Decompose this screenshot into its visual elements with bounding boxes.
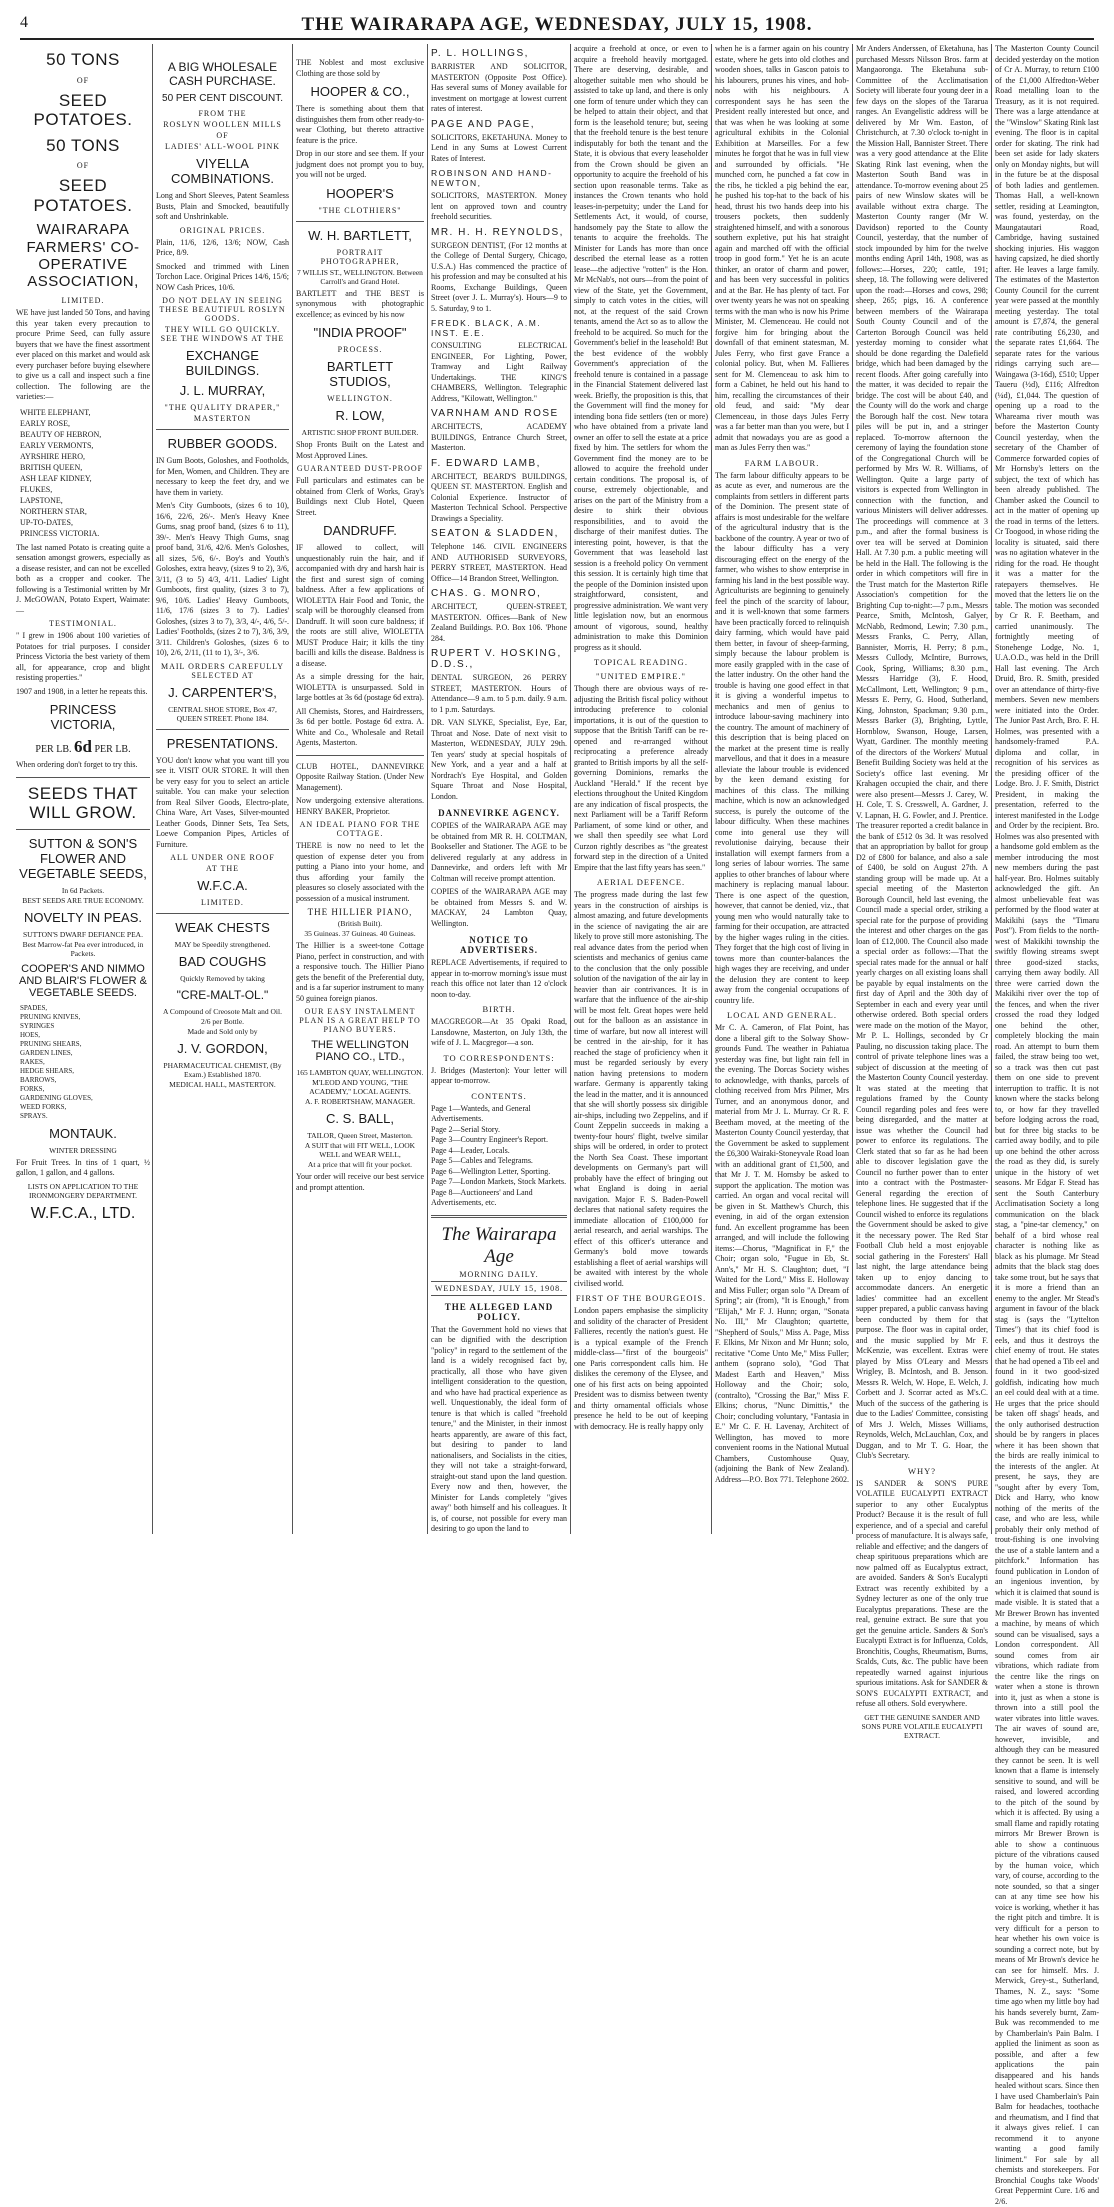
ad-paragraph: When ordering don't forget to try this. bbox=[16, 760, 138, 770]
ad-small: AT THE bbox=[205, 864, 240, 873]
ad-subline: SUTTON'S DWARF DEFIANCE PEA. bbox=[23, 929, 143, 939]
ad-small: LIMITED. bbox=[61, 296, 105, 306]
list-item: Page 3—Country Engineer's Report. bbox=[431, 1135, 548, 1144]
ad-paragraph: Drop in our store and see them. If your judgment does not prompt you to buy, you will not be urged. bbox=[296, 149, 424, 179]
divider bbox=[156, 913, 289, 914]
divider bbox=[296, 755, 424, 756]
divider bbox=[16, 777, 150, 778]
article-text: The Masterton County Council decided yesterday on the motion of Cr A. Murray, to return £100 of the £1,000 Alfredton-Weber Road metalling loan to the Treasury, as it is not required. There was a large attendance at the "Winslow" Skating Rink last evening. The floor is in capital order for skating. The rink had been set aside for lady skaters only on Monday nights, but will in the future be at the disposal of both ladies and gentlemen. Thomas Hall, a well-known settler, residing at Leamington, was found, yesterday, on the Maungatautari Road, Cambridge, having sustained shocking injuries. His waggon having capsized, he died shortly after. He leaves a large family. The estimates of the Masterton County Council for the current year were passed at the monthly meeting yesterday. The total amount is £7,874, the general rate contributing £6,230, and the separate rates £1,664. The separate rates for the various ridings carrying such are—Waingawa (3-16d), £510; Upper Taueru (½d), £116; Alfredton (¼d), £1,044. The question of opening up a road to the Whareama river mouth was before the Masterton County Council yesterday, when the secretary of the Chamber of Commerce forwarded copies of Mr Hornsby's letters on the subject, the text of which has been already published. The Chamber asked the Council to act in the matter of opening up the road in terms of the letters. Cr Toogood, in whose riding the locality is situated, said there was no agitation whatever in the riding for the road. He thought it was a matter for the ratepayers themselves. He moved that the letters lie on the table. The motion was seconded by Cr R. F. Beetham, and carried unanimously. The fortnightly meeting of Stonehenge Lodge, No. 1, U.A.O.D., was held in the Drill Hall last evening. The Arch Druid, Bro. R. Smith, presided over an attendance of thirty-five members. Seven new members were initiated into the Order. The Junior Past Arch, Bro. F. H. Holmes, was presented with a handsomely-framed P.A. diploma and collar, in recognition of his services as the presiding officer of the Lodge. Bro. J. F. Smith, District President, in making the presentation, referred to the interest manifested in the Lodge and Order by the recipient. Bro. Holmes was also presented with a handsome gold emblem as the member introducing the most new members during the past half-year. Bro. Holmes suitably acknowledged the gift. An almost unbelievable feat was performed by the flood water at Makikihi (says the "Timaru Post"). From fields to the north-west of Makikihi township the swiftly flowing streams swept three good-sized stacks, carrying them away bodily. All three were carried down the Makikihi river over the top of the fences, and when the river crossed the road they lodged one behind the other, completely blocking the main road. An attempt to burn them failed, the straw being too wet, so a track was then cut past them on one side to prevent interruption to traffic. It is not known where the stacks belong to, or how far they travelled before lodging across the road, but for three big stacks to be carried away bodily, and to pile up one behind the other across the road as they did, is surely unique in the history of wet seasons. Mr Edgar F. Stead has sent the South Canterbury Acclimatisation Society a long communication on the black stag, a "pine-tar clemency," on behalf of a bird whose real character is nothing like as black as his plumage. Mr Stead admits that the black stag does take some trout, but he says that it is more a friend than an enemy to the angler. Mr Stead's argument in favour of the black stag is (says the "Lyttelton Times") that its chief food is eels, and thus it destroys the chief enemy of trout. He states that he had opened a Tib eel and found in it two good-sized goldfish, indicating how much an eel could deal with at a time. He urges that the price should be taken off shags' heads, and the only authorised destruction should be by rangers in places where it has been shown that the birds are really inimical to the interests of the angler. At present, he says, they are "sought after by every Tom, Dick and Harry, who know nothing of the merits of the case, and who are less, while probably their only method of trout-fishing is one involving the use of a stable lantern and a pitchfork." Information has found publication in London of an ingenious invention, by which it is claimed that sound is made visible. It is stated that a Mr Brewer Brown has invented a machine, by means of which sound can be visualised, says a London correspondent. All sound comes from air vibrations, which radiate from the centre like the rings on water when a stone is thrown into it, just as when a stone is thrown into a still pool the water vibrates into little waves. The air waves of sound are, however, invisible, and although they can be measured they cannot be seen. It is well known that a flame is intensely sensitive to sound, and will be raised, and lowered according to the pitch of the sound by which it is affected. By using a small flame and rapidly rotating mirrors Mr Brewer Brown is able to show a continuous picture of the vibrations caused by the human voice, which vary, of course, according to the note sounded, so that a singer can at any time see how his voice is working, whether it has the right pitch and timbre. It is very difficult for a person to hear whether his own voice is sounding a correct note, but by means of Mr Brown's device he can see for himself. Mrs. J. Merwick, Grey-st., Sutherland, Thames, N. Z., says: "Some time ago when my little boy had his hands severely burnt, Zam-Buk was recommended to me by Chamberlain's Pain Balm. I applied the liniment as soon as possible, and after a few applications the pain disappeared and his hands healed without scars. Since then I have used Chamberlain's Pain Balm for headaches, toothache and rheumatism, and I find that it always gives relief. I can recommend it to anyone wanting a good family liniment." For sale by all chemists and storekeepers. For Bronchial Coughs take Woods' Great Peppermint Cure. 1/6 and 2/6. bbox=[995, 44, 1099, 2206]
ad-heading: SEED POTATOES. bbox=[33, 90, 133, 130]
wfca-signature: W.F.C.A., LTD. bbox=[30, 1204, 136, 1222]
ad-small: ORIGINAL PRICES. bbox=[179, 225, 266, 235]
column-rule bbox=[427, 44, 428, 1534]
divider bbox=[16, 829, 150, 830]
card-text: SOLICITORS, MASTERTON. Money lent on approved town and country freehold securities. bbox=[431, 191, 567, 221]
card-text: ARCHITECT, BEARD'S BUILDINGS, QUEEN ST. MASTERTON. English and Colonial Experience. Instructor of Masterton Technical School. Perspective Drawings a Speciality. bbox=[431, 471, 567, 523]
column-2-ads bbox=[156, 44, 289, 1534]
ad-subline: In 6d Packets. bbox=[61, 885, 105, 895]
testimonial-heading: TESTIMONIAL. bbox=[49, 619, 117, 629]
issue-date: WEDNESDAY, JULY 15, 1908. bbox=[431, 1281, 567, 1296]
ad-small: PORTRAIT PHOTOGRAPHER, bbox=[320, 247, 400, 266]
ad-heading: WHY? bbox=[907, 1465, 937, 1476]
ad-subline: 35 Guineas. 37 Guineas. 40 Guineas. bbox=[304, 929, 416, 938]
ad-subline: Quickly Removed by taking bbox=[180, 974, 265, 983]
card-text: Telephone 146. CIVIL ENGINEERS AND AUTHORISED SURVEYORS, PERRY STREET, MASTERTON. Head Office—14 Brandon Street, Wellington. bbox=[431, 542, 567, 583]
ad-heading: 50 TONS bbox=[46, 135, 120, 155]
newspaper-title: THE WAIRARAPA AGE, WEDNESDAY, JULY 15, 1908. bbox=[301, 14, 813, 35]
hooper-heading: HOOPER & CO., bbox=[310, 84, 410, 99]
ad-subline: Made and Sold only by bbox=[187, 1027, 258, 1036]
masthead bbox=[20, 12, 1094, 40]
ad-paragraph: Full particulars and estimates can be obtained from Clerk of Works, Gray's Buildings next Club Hotel, Queen Street. bbox=[296, 476, 424, 517]
newspaper-nameplate: The Wairarapa Age bbox=[441, 1223, 557, 1267]
viyella-heading: VIYELLA COMBINATIONS. bbox=[170, 156, 275, 186]
card-text: DENTAL SURGEON, 26 PERRY STREET, MASTERTON. Hours of Attendance—9 a.m. to 5 p.m. daily. 9 a.m. to 1 p.m. Saturdays. bbox=[431, 673, 567, 714]
list-item: Page 8—Auctioneers' and Land Advertisements, etc. bbox=[431, 1187, 533, 1207]
list-item: EARLY VERMONTS, bbox=[20, 440, 94, 450]
murray-heading: J. L. MURRAY, bbox=[179, 383, 266, 398]
ad-paragraph: Shop Fronts Built on the Latest and Most Approved Lines. bbox=[296, 440, 424, 460]
ad-subline: A Compound of Creosote Malt and Oil. bbox=[163, 1007, 282, 1016]
list-item: PRINCESS VICTORIA. bbox=[20, 528, 100, 538]
ad-subline: MAY be Speedily strengthened. bbox=[174, 940, 271, 949]
article-headline: "UNITED EMPIRE." bbox=[596, 671, 686, 681]
column-rule bbox=[152, 44, 153, 1534]
list-item: SPRAYS. bbox=[20, 1111, 48, 1120]
hoopers-heading: HOOPER'S bbox=[326, 185, 394, 201]
list-item: SYRINGES bbox=[20, 1021, 55, 1030]
article-headline: AERIAL DEFENCE. bbox=[596, 877, 686, 887]
column-4-professional-cards bbox=[431, 44, 567, 1534]
ad-paragraph: IF allowed to collect, will unquestionably ruin the hair, and if accompanied with dry and harsh hair is the first and surest sign of coming baldness. After a few applications of WIOLETTA Hair Food and Tonic, the scalp will be thoroughly cleansed from Dandruff. It will soon cure baldness; if the roots are still alive, WIOLETTA MUST Produce Hair; it kills the tiny bacilli and kills the disease. Baldness is a disease. bbox=[296, 543, 424, 668]
ad-small: OF bbox=[76, 161, 90, 171]
ad-subline: BEST SEEDS ARE TRUE ECONOMY. bbox=[22, 895, 144, 905]
carpenter-heading: J. CARPENTER'S, bbox=[168, 684, 277, 700]
column-rule bbox=[991, 44, 992, 1534]
montauk-heading: MONTAUK. bbox=[49, 1125, 117, 1141]
ad-paragraph: Smocked and trimmed with Linen Torchon Lace. Original Prices 14/6, 15/6; NOW Cash Prices, 10/6. bbox=[156, 261, 289, 292]
article-text: Mr C. A. Cameron, of Flat Point, has done a liberal gift to the Solway Show-grounds Fund. The weather in Pahiatua yesterday was fine, but light rain fell in the evening. The Dorcas Society wishes to acknowledge, with thanks, parcels of clothing received from Mrs Pilmer, Mrs Turner, and an anonymous donor, and material from Mr J. L. Murray. Cr R. F. Beetham moved, at the meeting of the Masterton County Council yesterday, that the Government be asked to supplement the £6,300 Wairaki-Stoneyvale Road loan with an additional grant of £1,500, and that Mr J. T. M. Hornsby be asked to support the application. The motion was carried. An organ and vocal recital will be given in St. Matthew's Church, this evening, in aid of the organ extension fund. An excellent programme has been arranged, and will include the following items:—Chorus, "Magnificat in F," the Choir; organ solo, "Fugue in Eb, St. Ann's," Mr H. S. Claughton; duet, "I Waited for the Lord," Miss E. Holloway and Miss Fuller; organ solo "A Dream of Spring"; air (from), "It is Enough," from "Elijah," Mr F. J. Hunn; organ, "Sonata No. III," Mr Claughton; quartette, "Shepherd of Souls," Miss A. Page, Miss F. Elkins, Mr Nixon and Mr Hunn; solo, recitative "Come Unto Me," Miss Fuller; anthem (soprano solo), "God That Madest Earth and Heaven," Miss Holloway and the Choir; solo, (contralto), "Crossing the Bar," Miss F. Elkins; chorus, "Nunc Dimittis," the Choir; concluding voluntary, "Fantasia in E." Mr C. F. H. Lavenay, Architect of Wellington, has moved to more convenient rooms in the National Mutual Chambers, Customhouse Quay, (adjoining the Bank of New Zealand). Address—P.O. Box 771. Telephone 2602. bbox=[715, 1023, 849, 1484]
seeds-heading: SEEDS THAT WILL GROW. bbox=[27, 783, 139, 823]
card-text: DR. VAN SLYKE, Specialist, Eye, Ear, Throat and Nose. Date of next visit to Masterton, WEDNESDAY, JULY 29th. Ten years' study at special hospitals of New York, and a year and a half at Nordrach's Eye Hospital, and Golden Square Throat and Nose Hospital, London. bbox=[431, 718, 567, 801]
list-item: Page 4—Leader, Locals. bbox=[431, 1145, 510, 1155]
card-text: SOLICITORS, EKETAHUNA. Money to Lend in any Sums at Lowest Current Rates of Interest. bbox=[431, 132, 567, 163]
list-item: Page 7—London Markets, Stock Markets. bbox=[431, 1177, 567, 1186]
column-rule bbox=[570, 44, 571, 1534]
notice-text: COPIES of the WAIRARAPA AGE may be obtained from Messrs S. and W. MACKAY, 24 Lambton Quay, Wellington. bbox=[431, 887, 567, 928]
card-name: P. L. HOLLINGS, bbox=[431, 48, 529, 59]
bartlett-heading: W. H. BARTLETT, bbox=[308, 227, 412, 243]
cooper-heading: COOPER'S AND NIMMO AND BLAIR'S FLOWER & VEGETABLE SEEDS. bbox=[18, 962, 147, 999]
list-item: PRUNING KNIVES, bbox=[20, 1012, 81, 1021]
article-headline: FARM LABOUR. bbox=[744, 457, 820, 468]
rubber-heading: RUBBER GOODS. bbox=[167, 436, 278, 451]
card-name: F. EDWARD LAMB, bbox=[431, 457, 541, 469]
price-line bbox=[16, 737, 150, 757]
ad-paragraph: Now undergoing extensive alterations. HENRY BAKER, Proprietor. bbox=[296, 796, 424, 816]
card-text: SURGEON DENTIST, (For 12 months at the College of Dental Surgery, Chicago, U.S.A.) Has commenced the practice of his profession and may be consulted at his Rooms, Exchange Buildings, Queen Street (over J. L. Murray's). Hours—9 to 5. Saturday, 9 to 1. bbox=[431, 240, 567, 313]
ad-small: "THE QUALITY DRAPER," bbox=[164, 403, 281, 412]
card-text: ARCHITECTS, ACADEMY BUILDINGS, Entrance Church Street, Masterton. bbox=[431, 422, 567, 452]
column-5-editorial bbox=[574, 44, 708, 1534]
column-rule bbox=[711, 44, 712, 1534]
section-heading: NOTICE TO ADVERTISERS. bbox=[460, 935, 538, 955]
ad-small: PROCESS. bbox=[337, 345, 383, 354]
list-item: BRITISH QUEEN, bbox=[20, 462, 83, 472]
india-proof-heading: "INDIA PROOF" bbox=[313, 325, 407, 340]
card-name: FREDK. BLACK, A.M. INST. E.E. bbox=[431, 318, 542, 338]
ad-paragraph: IS SANDER & SON'S PURE VOLATILE EUCALYPTI EXTRACT superior to any other Eucalyptus Product? Because it is the result of full experience, and of a special and careful process of manufacture. It is always safe, reliable and effective; and the dangers of cheap spirituous preparations which are now palmed off as Eucalyptus extract, are avoided. Sanders & Son's Eucalypti Extract was recently exhibited by a Sydney lecturer as one of the only true Eucalyptus preparations. These are the real, genuine extract. Be sure that you get the genuine article. Sanders & Son's Eucalypti Extract is for Influenza, Colds, Bronchitis, Coughs, Rheumatism, Burns, Scalds, Cuts, &c. The public have been repeatedly warned against injurious spurious imitations. Ask for SANDER & SON'S EUCALYPTI EXTRACT, and refuse all others. Sold everywhere. bbox=[856, 1478, 988, 1708]
wfca-heading: W.F.C.A. bbox=[197, 878, 248, 893]
discount-heading: 50 PER CENT DISCOUNT. bbox=[162, 93, 283, 104]
wellington-piano-heading: THE WELLINGTON PIANO CO., LTD., bbox=[311, 1039, 409, 1063]
card-text: BARRISTER AND SOLICITOR, MASTERTON (Opposite Post Office). Has several sums of Money available for investment on mortgage at lowest current rates of interest. bbox=[431, 62, 567, 113]
ad-paragraph: All Chemists, Stores, and Hairdressers, 3s 6d per bottle. Postage 6d extra. A. White and Co., Wholesale and Retail Agents, Masterton. bbox=[296, 706, 424, 747]
ad-subline: GET THE GENUINE SANDER AND SONS PURE VOLATILE EUCALYPTI EXTRACT. bbox=[861, 1712, 983, 1740]
list-item: GARDEN LINES, bbox=[20, 1048, 73, 1057]
cremaltol-heading: "CRE-MALT-OL." bbox=[176, 988, 269, 1002]
section-heading: TOPICAL READING. bbox=[594, 657, 688, 667]
ad-small: LADIES' ALL-WOOL PINK bbox=[164, 142, 281, 151]
ad-small: "THE CLOTHIERS" bbox=[318, 205, 402, 215]
correspondents-notice: J. Bridges (Masterton): Your letter will appear to-morrow. bbox=[431, 1065, 567, 1085]
column-rule bbox=[292, 44, 293, 1534]
ad-small: ROSLYN WOOLLEN MILLS bbox=[163, 120, 282, 129]
farmers-association-name: WAIRARAPA FARMERS' CO-OPERATIVE ASSOCIATION, bbox=[26, 221, 140, 291]
ad-paragraph: THERE is now no need to let the question of expense deter you from putting a Piano into your home, and thus affording your family the pleasures so closely associated with the possession of a musical instrument. bbox=[296, 841, 424, 903]
list-item: RAKES, bbox=[20, 1057, 45, 1066]
list-item: HOES, bbox=[20, 1030, 41, 1039]
testimonial-text: " I grew in 1906 about 100 varieties of Potatoes for trial purposes. I consider Princess Victoria the best variety of them all, for appearance, crop and blight resisting properties." bbox=[16, 631, 150, 683]
garden-tools-list bbox=[20, 1004, 150, 1121]
card-name: SEATON & SLADDEN, bbox=[431, 528, 559, 539]
divider bbox=[156, 429, 289, 430]
section-heading: DANNEVIRKE AGENCY. bbox=[438, 808, 560, 818]
list-item: ASH LEAF KIDNEY, bbox=[20, 473, 92, 483]
dandruff-heading: DANDRUFF. bbox=[323, 523, 397, 538]
ad-subline: 7 WILLIS ST., WELLINGTON. Between Carroll's and Grand Hotel. bbox=[297, 267, 423, 286]
princess-victoria-heading: PRINCESS VICTORIA, bbox=[49, 702, 117, 733]
ad-subline: M'LEOD AND YOUNG, "THE ACADEMY," LOCAL AGENTS. bbox=[309, 1078, 411, 1096]
list-item: Page 2—Serial Story. bbox=[431, 1124, 501, 1134]
leader-headline: THE ALLEGED LAND POLICY. bbox=[444, 1301, 554, 1322]
page-number: 4 bbox=[20, 14, 28, 31]
list-item: BEAUTY OF HEBRON, bbox=[20, 429, 102, 439]
ad-intro: WE have just landed 50 Tons, and having this year taken every precaution to procure Prime Seed, can fully assure buyers that we have the finest assortment ever placed on this market and would ask every purchaser before buying elsewhere to give us a call and inspect such a fine collection. The following are the varieties:— bbox=[16, 308, 150, 402]
list-item: WHITE ELEPHANT, bbox=[20, 407, 91, 417]
ad-paragraph: Long and Short Sleeves, Patent Seamless Busts, Plain and Smocked, beautifully soft and Unshrinkable. bbox=[156, 191, 289, 221]
card-name: MR. H. H. REYNOLDS, bbox=[431, 226, 564, 238]
price-label: PER LB. bbox=[94, 744, 131, 756]
ad-subline: A SUIT that will FIT WELL, LOOK WELL and WEAR WELL, bbox=[304, 1141, 416, 1159]
contents-heading: CONTENTS. bbox=[471, 1090, 527, 1101]
low-heading: R. LOW, bbox=[335, 408, 385, 423]
list-item: SPADES, bbox=[20, 1003, 48, 1012]
ad-small: GUARANTEED DUST-PROOF bbox=[296, 464, 424, 473]
ad-small: LIMITED. bbox=[201, 898, 244, 907]
ad-small: DO NOT DELAY IN SEEING THESE BEAUTIFUL ROSLYN GOODS. bbox=[159, 296, 286, 323]
ad-small: THEY WILL GO QUICKLY. SEE THE WINDOWS AT THE bbox=[160, 325, 285, 343]
article-text: Though there are obvious ways of re-adjusting the British fiscal policy without introducing preference to colonial importations, it is out of the question to suppose that the British Tariff can be re-opened and re-arranged without reciprocating a preference already granted to British imports by all the self-governing Dominions, remarks the Auckland "Herald." If the recent bye elections throughout the United Kingdom are any indication of fiscal prospects, the next Parliament will be a Tariff Reform Parliament, of some kind or other, and we shall then speedily see what Lord Curzon rightly describes as "the greatest forward step in the direction of a United Empire that the last fifty years has seen." bbox=[574, 684, 708, 872]
birth-notice: MACGREGOR—At 35 Opaki Road, Lansdowne, Masterton, on July 13th, the wife of J. L. Macgregor—a son. bbox=[431, 1017, 567, 1047]
list-item: PRUNING SHEARS, bbox=[20, 1039, 82, 1048]
ad-small: OUR EASY INSTALMENT PLAN IS A GREAT HELP TO PIANO BUYERS. bbox=[299, 1007, 421, 1034]
list-item: Page 1—Wanteds, and General Advertisements. bbox=[431, 1103, 531, 1123]
list-item: UP-TO-DATES, bbox=[20, 517, 73, 527]
ad-paragraph: BARTLETT and THE BEST is synonymous with photographic excellence; as evinced by his now bbox=[296, 288, 424, 319]
article-text: acquire a freehold at once, or even to acquire a freehold heavily mortgaged. There are deserving, desirable, and altogether suitable men who should be assisted to take up land, and there is only one form of tenure under which they can be helped to attain their object, and that form is the leasehold tenure; but, seeing that the freehold tenure is the best tenure indisputably for both the tenant and the State, it is obvious that every leaseholder from the Crown should be given an opportunity to acquire the freehold of his section upon reasonable terms. Take as instances the Crown tenants who hold leases-in-perpetuity; under the Land for Settlements Act, it would, of course, handsomely pay the State to allow the tenants to acquire the freeholds. The Minister for Lands has more than once described the eternal lease as a rotten lease—the adjective "rotten" is the Hon. Mr McNab's, not ours—from the point of view of the State, yet the Government, simply to catch votes in the cities, will not, at the request of the said Crown tenants, amend the Act so as to allow the freehold to be acquired. So much for the Government's belief in the leasehold! But the best evidence of the wobbly Government's appreciation of the freehold tenure is contained in a passage in the Financial Statement delivered last week. Briefly, the proposition is this, that the Government will find the money for intending bona fide settlers (ten or more) who have obtained from a private land owner an offer to sell the estate at a price fixed by him. The settlers for whom the Government find the money are to be allowed to acquire the freehold under certain conditions. The proposal is, of course, extremely objectionable, and arises on the part of the Ministry from a desire to shirk their obvious responsibilities, and to avoid the discharge of their manifest duties. The interesting point, however, is that the Government that was leasehold last session is a freehold policy On vernment this session. It is certainly high time that the people of the Dominion insisted upon straightforward, consistent, and progressive administration. We want very little legislation now, but an enormous amount of vigorous, sound, healthy administration to make this Dominion progress as it should. bbox=[574, 44, 708, 652]
ad-heading: 50 TONS bbox=[46, 50, 120, 69]
notice-text: REPLACE Advertisements, if required to appear in to-morrow morning's issue must reach this office not later than 12 o'clock noon to-day. bbox=[431, 958, 567, 999]
card-name: CHAS. G. MONRO, bbox=[431, 588, 542, 599]
divider bbox=[156, 729, 289, 730]
column-1-farmers-ad bbox=[16, 44, 150, 1534]
section-heading: LOCAL AND GENERAL. bbox=[727, 1010, 837, 1020]
notice-text: COPIES of the WAIRARAPA AGE may be obtained from MR R. H. COLTMAN, Bookseller and Stationer. The AGE to be delivered regularly at any address in Dannevirke, and orders left with Mr Coltman will receive prompt attention. bbox=[431, 821, 567, 883]
ad-subline: (British Built). bbox=[337, 919, 383, 928]
hillier-heading: THE HILLIER PIANO, bbox=[307, 907, 413, 917]
list-item: LAPSTONE, bbox=[20, 495, 63, 505]
ad-small: MAIL ORDERS CAREFULLY SELECTED AT bbox=[160, 661, 285, 680]
ad-subline: MEDICAL HALL, MASTERTON. bbox=[169, 1080, 276, 1089]
weak-chests-heading: WEAK CHESTS bbox=[175, 920, 270, 935]
ad-paragraph: THE Noblest and most exclusive Clothing are those sold by bbox=[296, 58, 424, 78]
card-name: RUPERT V. HOSKING, D.D.S., bbox=[431, 648, 562, 670]
ad-paragraph: IN Gum Boots, Goloshes, and Footholds, for Men, Women, and Children. They are necessary to keep the feet dry, and we have them in variety. bbox=[156, 456, 289, 497]
ad-paragraph: The last named Potato is creating quite a sensation amongst growers, especially as a disease resister, and can not be excelled both as a cropper and cooker. The following is a Testimonial written by Mr J. McGOWAN, Potato Expert, Waimate:— bbox=[16, 542, 150, 615]
ad-paragraph: Plain, 11/6, 12/6, 13/6; NOW, Cash Price, 8/9. bbox=[156, 237, 289, 257]
list-item: GARDENING GLOVES, bbox=[20, 1093, 93, 1102]
article-text: Mr Anders Anderssen, of Eketahuna, has purchased Messrs Nilsson Bros. farm at Mangaoronga. The Eketahuna sub-Committee of the Acclimatisation Society will liberate four young deer in a few days on the slopes of the Tararua ranges. An Evangelistic address will be delivered by Mr Wm. Easton, of Christchurch, at 7.30 o'clock to-night in the Mission Hall, Bannister Street. There was a very good attendance at the Elite Skating Rink last evening, when the Masterton South Band was in attendance. To-morrow evening about 25 pairs of new Winslow skates will be available without extra charge. The Masterton County ranger (Mr W. Davidson) reported to the County Council, yesterday, that the number of stock impounded by him for the twelve months ending April 14th, 1908, was as follows:—Horses, 220; cattle, 191; sheep, 18. The following were delivered upon the road:—Horses and cows, 298; sheep, 265; pigs, 16. A conference between members of the Wairarapa South County Council and of the Carterton Borough Council was held yesterday morning to consider what should be done regarding the Dalefield bridge, which had been damaged by the recent floods. After going carefully into the matter, it was decided to repair the bridge. The cost will be about £40, and the County will do the work and charge the Borough half the cost. New totara piles will be put in, and a stringer replaced. To-morrow afternoon the ceremony of laying the foundation stone of the Congregational Church will be performed by Mrs W. R. Williams, of Wellington. Quite a large party of visitors is expected from Wellington in connection with the function, and various Ministers will deliver addresses. The proceedings will commence at 3 p.m., and after the formal business is over tea will be served at Dominion Hall. At 7.30 p.m. a public meeting will be held in the Hall. The following is the order in which competitors will fire in the Trust match for the Masterton Rifle Association's competition for the Brighting Cup to-night:—7 p.m., Messrs Pearce, Smith, McIntosh, Galyer, McNabb, Redmond, Lewin; 7.30 p.m., Messrs Franks, C. Perry, Allan, Bannister, Morris, H. Perry; 8 p.m., Messrs Cullody, McIntire, Burrows, Cook, Spring, Williams; 8.30 p.m., Messrs Harridge (3), F. Hood, McCallmont, Lett, Wellington; 9 p.m., Messrs E. Perry, G. Hood, Sutherland, King, Johnston, Spackman; 9.30 p.m., Messrs Barker (3), Brighting, Lyttle, Hornblow, Swanson, Houge, Larsen, Wyatt, Gardiner. The monthly meeting of the directors of the Workers' Mutual Benefit Building Society was held at the Society's office last evening. Mr Krahagen occupied the chair, and there were also present—Messrs J. Carey, W. H. Cole, T. S. Cresswell, A. Gardner, J. V. Lapnan, H. G. Fowler, and J. Prentice. The treasurer reported a credit balance in the bank of £512 0s 3d. It was resolved that an appropriation by ballot for group D2 of £800 for balance, and also a sale of £400, be sold on August 27th. A standing group will be made up. At a special meeting of the Masterton Borough Council, held last evening, the Council made a special order, striking a special rate for the purpose of providing the interest and other charges on the gas loan of £12,000. The Council also made a special order as follows:—That the special rates made for the annual or half yearly charges on all existing loans shall be payable by equal instalments on the first day of April and the 30th day of September in each and every year until otherwise ordered. Both special orders were made on the motion of the Mayor, Mr P. L. Hollings, seconded by Cr Pauling, no discussion taking place. The control of private telephone lines was a subject of discussion at the meeting of the Masterton County Council yesterday. It was stated at the meeting that regulations framed by the County Council regarding poles and fees were being disregarded, and the matter at issue was whether the Council had power to enforce its regulations. The Clerk stated that so far as he had been able to discover legislation gave the Council no further power than to enter into a contract with the Postmaster-General regarding the erection of telephone lines. He suggested that if the Council wished to enforce its regulations the Government should be asked to give it the necessary power. The Red Star Football Club held a most enjoyable social gathering in the Foresters' Hall last night, the large attendance being taken up to enjoy dancing to accommodate dancers. An energetic ladies' committee had an excellent supper prepared, a public canvass having been conducted by them for that purpose. The floor was in capital order, and the music supplied by Mr F. McKenzie, was excellent. Extras were played by Miss O'Leary and Messrs Wrigley, B. McIntosh, and B. Jenson. Messrs R. Welch, W. Hope, E. Welch, J. Corbett and J. Scorrar acted as M's.C. Much of the success of the gathering is due to the Ladies' Committee, consisting of Mrs J. Welch, Misses Williams, Reynolds, Welch, McLauchlan, Cox, and Duggan, and to Mr T. G. Hoar, the Club's Secretary. bbox=[856, 44, 988, 1460]
list-item: EARLY ROSE, bbox=[20, 418, 71, 428]
list-item: AYRSHIRE HERO, bbox=[20, 451, 86, 461]
sutton-heading: SUTTON & SON'S FLOWER AND VEGETABLE SEEDS, bbox=[19, 835, 147, 881]
list-item: Page 5—Cables and Telegrams. bbox=[431, 1156, 533, 1165]
ad-paragraph: Men's City Gumboots, (sizes 6 to 10), 16/6, 22/6, 26/-. Men's Heavy Knee Gums, snag proof band, (sizes 6 to 11), 39/-. Men's Heavy Thigh Gums, snag proof band, 31/6, 42/6. Men's Goloshes, all sizes, 5/6, 6/-. Boy's and Youth's Goloshes, extra heavy, (sizes 9 to 2), 3/6, 3/11, (3 to 5) 4/3, 4/11. Ladies' Light Gumboots, first quality, (sizes 3 to 7), 9/6, 10/6. Ladies' Heavy Gumboots, 11/6, 17/6 (sizes 3 to 7). Ladies' Goloshes, (sizes 3 to 7), 3/3, 4/-, 4/6, 5/-. Ladies' Footholds, (sizes 2 to 7), 3/6, 3/9, 3/11. Children's Goloshes, (sizes 6 to 10), 2/6, 2/11, (11 to 1), 3/-, 3/6. bbox=[156, 501, 289, 657]
gordon-heading: J. V. GORDON, bbox=[177, 1041, 268, 1056]
card-name: ROBINSON AND HAND-NEWTON, bbox=[431, 168, 553, 188]
article-text: The progress made during the last few years in the construction of airships is almost amazing, and future developments in the science of navigating the air are likely to prove still more astonishing. The real advance dates from the period when scientists and mechanics of genius came to the conclusion that the only possible solution of the navigation of the air lay in heavier than air contrivances. It is in warfare that the influence of the air-ship will be most felt. Great hopes were held out for the balloon as an assistance in time of warfare, but now all interest will be centred in the air-ship, for it has reached the stage of proficiency when it must be regarded seriously by every nation having pretensions to modern warfare. Germany is apparently taking the lead in the matter, and it is announced that she will shortly possess six dirigible air-ships, including two Zeppelins, and if Count Zeppelin succeeds in making a twenty-four hours' flight, twelve similar ships will be ordered, in order to protect the North Sea Coast. These important developments on Germany's part will probably have the effect of bringing out what England is doing in aerial navigation. Major F. S. Baden-Powell declares that national safety requires the immediate allocation of £100,000 for aerial research, and aerial warships. The effect of this officer's utterance and Germany's bold move towards establishing a fleet of aerial warships will be awaited with interest by the whole civilised world. bbox=[574, 890, 708, 1288]
ad-small: OF bbox=[216, 131, 229, 140]
card-text: ARCHITECT, QUEEN-STREET, MASTERTON. Offices—Bank of New Zealand Buildings. P.O. Box 106. 'Phone 284. bbox=[431, 602, 567, 643]
ad-paragraph: There is something about them that distinguishes them from other ready-to-wear Clothing, but thereto attractive feature is the price. bbox=[296, 104, 424, 145]
card-name: PAGE AND PAGE, bbox=[431, 118, 535, 130]
ad-subline: 165 LAMBTON QUAY, WELLINGTON. bbox=[296, 1068, 424, 1077]
list-item: WEED FORKS, bbox=[20, 1102, 67, 1111]
birth-heading: BIRTH. bbox=[482, 1004, 516, 1014]
ad-paragraph: The Hillier is a sweet-tone Cottage Piano, perfect in construction, and with a responsive touch. The Hillier Piano gets the benefit of the Preferential duty, and is a far superior instrument to many 50 guinea foreign pianos. bbox=[296, 941, 424, 1003]
article-text: when he is a farmer again on his country estate, where he gets into old clothes and wooden shoes, talks in Gascon patois to his labourers, prunes his vines, and hob-nobs with his neighbours. A correspondent says he has seen the President really interested but once, and that was when he was looking at some agricultural exhibits in the Colonial Exhibition at Marseilles. For a few minutes he forgot that he was in full view and surrounded by officials. "He munched corn, he punched a fat cow in the ribs, he tickled a pig behind the ear, he pushed his top-hat to the back of his head, thrust his two hands deep into his trousers pockets, then suddenly straightened himself, and with a sonorous southern expletive, put his hat straight again and marched off with the official troop in good form." Yet he is an acute thinker, an orator of charm and power, and has been very successful in politics and at the Bar. He has plenty of tact. For over twenty years he was not on speaking terms with the man who is now his Prime Minister, M. Clemenceau. He could not forgive him for bringing about the downfall of that eminent statesman, M. Jules Ferry, who first gave France a colonial policy. But, when M. Fallieres sent for M. Clemenceau to ask him to form a Cabinet, he held out his hand to him, recalling the circumstances of their old feud, and said: "My dear Clemenceau, in those days Jules Ferry was a far better man than you were, but I admit that nowadays you are as good a man as Jules Ferry then was." bbox=[715, 44, 849, 452]
ad-paragraph: CLUB HOTEL, DANNEVIRKE Opposite Railway Station. (Under New Management). bbox=[296, 761, 424, 792]
ad-small: WELLINGTON. bbox=[327, 394, 393, 403]
presentations-heading: PRESENTATIONS. bbox=[166, 735, 279, 751]
ad-small: AN IDEAL PIANO FOR THE COTTAGE. bbox=[299, 820, 421, 838]
list-item: FLUKES, bbox=[20, 484, 53, 494]
ad-small: ALL UNDER ONE ROOF bbox=[170, 853, 275, 862]
ad-subline: WINTER DRESSING bbox=[49, 1145, 117, 1155]
ad-subline: TAILOR, Queen Street, Masterton. bbox=[307, 1131, 413, 1140]
column-7-local-news bbox=[856, 44, 988, 1740]
ad-subline: A. F. ROBERTSHAW, MANAGER. bbox=[305, 1097, 415, 1106]
ad-subline: PHARMACEUTICAL CHEMIST, (By Exam.) Established 1870. bbox=[163, 1061, 282, 1079]
price-value: 6d bbox=[74, 737, 92, 757]
bad-coughs-heading: BAD COUGHS bbox=[178, 954, 267, 969]
ad-paragraph: For Fruit Trees. In tins of 1 quart, ½ gallon, 1 gallon, and 4 gallons. bbox=[16, 1157, 150, 1178]
wholesale-heading: A BIG WHOLESALE CASH PURCHASE. bbox=[167, 60, 278, 88]
column-rule bbox=[852, 44, 853, 1534]
article-text: The farm labour difficulty appears to be as acute as ever, and numerous are the complaints from settlers in different parts of the Dominion. The present state of affairs is most undesirable for the welfare of the agricultural industry that is the backbone of the country. A year or two of the labour difficulty has a very discouraging effect on the energy of the farmer, who wishes to show enterprise in farming his land in the best possible way. Agriculturists are beginning to genuinely feel the pinch of the scarcity of labour, and it is well-known that some farmers have been practically forced to relinquish dairy farming, which would have paid them better, in favour of sheep-farming, simply because the labour problem is more easily grappled with in the case of the latter industry. On the other hand the trouble is having one good effect in that it is giving a wonderful impetus to mechanics and men of genius to introduce labour-saving machinery into the country. The amount of machinery of this description that is being placed on the market at the present time is really marvellous, and that it does in a measure alleviate the labour trouble is evidenced by the keen demand existing for machines of this class. The milking machine, which is now an acknowledged success, is purely the outcome of the labour difficulty. When these machines come into general use they will revolutionise dairying, because their installation will exempt farmers from a long series of labour worries. The same applies to other branches of labour where machinery is replacing manual labour. There is one aspect of the question, however, that cannot be denied, viz., that young men who would naturally take to farming for their occupation, are attracted by the higher wages ruling in the cities. They forget that the high cost of living in towns more than counter-balances the high wages they are receiving, and under the delusion they are content to keep away from the congenial occupations of country life. bbox=[715, 470, 849, 1005]
ad-small: MASTERTON bbox=[193, 414, 252, 423]
potato-varieties-list bbox=[20, 407, 150, 539]
ad-subline: LISTS ON APPLICATION TO THE IRONMONGERY DEPARTMENT. bbox=[27, 1181, 139, 1200]
correspondents-heading: TO CORRESPONDENTS: bbox=[443, 1052, 555, 1063]
ad-subline: CENTRAL SHOE STORE, Box 47, QUEEN STREET. Phone 184. bbox=[168, 704, 277, 723]
article-headline: FIRST OF THE BOURGEOIS. bbox=[575, 1293, 707, 1303]
exchange-heading: EXCHANGE BUILDINGS. bbox=[185, 348, 260, 378]
ad-subline: 2/6 per Bottle. bbox=[200, 1017, 245, 1026]
contents-list bbox=[431, 1104, 567, 1209]
ad-heading: SEED POTATOES. bbox=[33, 176, 133, 215]
list-item: FORKS, bbox=[20, 1084, 45, 1093]
column-3-ads bbox=[296, 44, 424, 1534]
card-name: VARNHAM AND ROSE bbox=[431, 408, 559, 419]
leader-text: That the Government hold no views that can be dignified with the description "policy" in regard to the settlement of the land is a widely recognised fact by, practically, all those who have given intelligent consideration to the question, and who have had practical experience as well. Unquestionably, the ideal form of tenure is that which is called "freehold tenure," and the Minister, in their inmost hearts apparently, are aware of this fact, but desiring to pander to land nationalisers, and Socialists in the cities, they will not take a straight-forward, straight-out stand upon the land question. Every now and then, however, the Minister for Lands completely "gives away" both himself and his colleagues. It is, of course, not possible for every man desiring to go upon the land to bbox=[431, 1324, 567, 1533]
list-item: NORTHERN STAR, bbox=[20, 506, 87, 516]
ball-heading: C. S. BALL, bbox=[326, 1111, 394, 1126]
divider bbox=[296, 221, 424, 222]
ad-small: MORNING DAILY. bbox=[459, 1269, 539, 1279]
ad-subline: At a price that will fit your pocket. bbox=[307, 1160, 413, 1169]
column-6-editorial bbox=[715, 44, 849, 1534]
list-item: BARROWS, bbox=[20, 1075, 57, 1084]
novelty-heading: NOVELTY IN PEAS. bbox=[23, 909, 142, 925]
list-item: HEDGE SHEARS, bbox=[20, 1066, 75, 1075]
ad-subline: Best Marrow-fat Pea ever introduced, in Packets. bbox=[22, 939, 144, 958]
ad-paragraph: As a simple dressing for the hair, WIOLETTA is unsurpassed. Sold in large bottles at 3s 6d (postage 6d extra). bbox=[296, 672, 424, 702]
ad-subline: ARTISTIC SHOP FRONT BUILDER. bbox=[301, 428, 419, 437]
ad-small: FROM THE bbox=[198, 109, 247, 118]
ad-paragraph: Your order will receive our best service and prompt attention. bbox=[296, 1172, 424, 1192]
price-label: PER LB. bbox=[35, 744, 72, 756]
column-8-local-news bbox=[995, 44, 1099, 2206]
divider bbox=[431, 1215, 567, 1218]
list-item: Page 6—Wellington Letter, Sporting. bbox=[431, 1166, 551, 1176]
ad-paragraph: 1907 and 1908, in a letter he repeats this. bbox=[16, 686, 148, 696]
article-text: London papers emphasise the simplicity and solidity of the character of President Fallieres, recently the nation's guest. He is a typical example of the French middle-class—"first of the bourgeois" one Paris correspondent calls him. He dislikes the ceremony of the Elysee, and one of his first acts on being appointed President was to dismiss between twenty and thirty ornamental officials whose presence he held to be out of keeping with democracy. He is really happy only bbox=[574, 1306, 708, 1431]
ad-small: OF bbox=[76, 75, 90, 85]
studios-heading: BARTLETT STUDIOS, bbox=[326, 359, 394, 389]
ad-paragraph: YOU don't know what you want till you see it. VISIT OUR STORE. It will then be very easy for you to select an article suitable. You can make your selection from Real Silver Goods, Electro-plate, China Ware, Art Vases, Silver-mounted Leather Goods, Dinner Sets, Tea Sets, Loewe Companion Pipes, Articles of Furniture. bbox=[156, 755, 289, 849]
card-text: CONSULTING ELECTRICAL ENGINEER, For Lighting, Power, Tramway and Light Railway Undertakings. THE KING'S CHAMBERS, Wellington. Telegraphic Address, "Kilowatt, Wellington." bbox=[431, 341, 567, 403]
